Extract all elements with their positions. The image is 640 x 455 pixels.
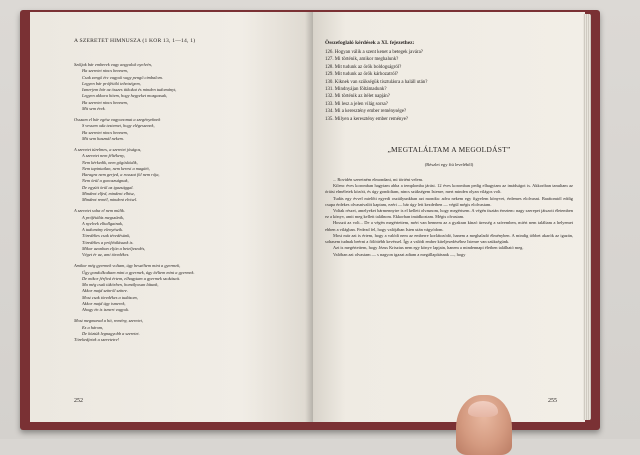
poem-line: Szóljak bár emberek vagy angyalok nyelvén,	[74, 62, 152, 67]
poem-line: Nem kérkedik, nem gőgösködik,	[82, 159, 138, 165]
poem-line: Úgy gondolkodtam mint a gyermek, úgy ítéltem mint a gyermek.	[82, 269, 195, 275]
poem-line: S vessem oda testemet, hogy elégessenek,	[82, 123, 155, 129]
story-title: „MEGTALÁLTAM A MEGOLDÁST”	[387, 145, 511, 155]
review-question: 134. Mi a keresztény ember reménysége?	[325, 109, 407, 115]
poem-line: Legyen bár prófétáló tehetségem,	[82, 80, 141, 86]
story-paragraph: Kilenc éves koromban hagytam abba a templomba járást. 12 éves koromban pedig elhagytam az imádságot is. Akkoriban tanultam az óriási elméletek között, és úgy gondoltam, nincs szükségem Istenre, mert minden olyan világos volt.	[325, 183, 573, 195]
story-paragraph: Tudás egy évvel mielőtt egyedi osztályunkban azt mondta: adva nekem egy figyelem könyvet, érdemes elolvasni. Barátomtól eddig csupa érdekes olvasnivalót kaptam, ezért — bár úgy lett kezdetben — végül mégis elolvastam.	[325, 195, 573, 207]
poem-line: Töredékes csak tévedésünk,	[82, 233, 131, 239]
story-paragraph: Hosszú az volt... De a végén megértettem, mért van bennem az a gyakran kínzó üresség a szívemben, miért nem találtam a helyemet ebben a világban. Fedezd fel, hogy valójában Isten után vágyódom.	[325, 220, 573, 232]
review-question: 131. Mindnyájan föltámadunk?	[325, 87, 387, 93]
poem-line: Véget ér az, ami töredékes.	[82, 252, 130, 257]
poem-line: Mindent elfed, mindent elhisz,	[82, 190, 135, 196]
poem-line: Nem örül a gonoszságnak,	[82, 178, 129, 184]
left-page-header: A SZERETET HIMNUSZA (1 KOR 13, 1—14, 1)	[74, 38, 196, 44]
poem-line: A szeretet nem féltékeny,	[82, 153, 125, 159]
poem-line: Mit sem használ nekem.	[82, 135, 124, 141]
review-question: 130. Kiknek van szükségük tisztulásra a haláll után?	[325, 79, 428, 85]
poem-line: Ha szeretet nincs bennem,	[82, 99, 128, 105]
story-paragraph: Azt is megértettem, hogy Jézus Krisztus nem egy könyv lapjain, hanem a mindennapi életben található meg.	[333, 245, 524, 251]
review-question: 133. Mi lesz a jelen világ sorsa?	[325, 101, 388, 107]
story-paragraph: Most már azt is értem, hogy a valódi nem az emberre korlátozódó, hanem a meghaladó élményben. A mindig többet akarók az igazán, sohasem tudnak beérni a fölöttébb kevéssel. Így a valódi ember kiteljesedéséhez Istenre van szükségünk.	[325, 232, 573, 245]
poem-line: A nyelvek elhallgatnak,	[82, 220, 124, 226]
poem-line: Legyen akkora hitem, hogy hegyeket mozgassak,	[82, 93, 168, 99]
poem-line: De együtt örül az igazsággal.	[82, 184, 134, 190]
review-question: 135. Milyen a keresztény ember reménye?	[325, 116, 409, 122]
review-question: 126. Hogyan válik a szent kenet a betegek javára?	[325, 50, 423, 55]
poem-line: A szeretet soha el nem múlik.	[74, 208, 125, 214]
poem-line: Mikor azonban eljön a beteljesedés,	[82, 245, 146, 251]
poem-line: Mit sem érek.	[82, 105, 106, 111]
poem-line: Most csak töredékes a tudásom,	[82, 294, 138, 300]
review-questions-list	[325, 49, 573, 123]
poem-line: Most megmarad a hit, remény, szeretet,	[74, 318, 143, 324]
poem-line: Töredékes a prófétálásunk is.	[82, 239, 134, 245]
review-question: 127. Mi történik, amikor meghalunk?	[325, 57, 399, 63]
left-page	[30, 12, 313, 422]
poem-line: Akkor majd úgy ismerek,	[82, 300, 126, 306]
poem-line: Ma még csak tükörben, homályosan látunk,	[82, 282, 159, 287]
story-paragraph: Valóban azt olvastam — s nagyon igazat adtam a megállapításnak —, hogy	[333, 251, 466, 257]
poem-line: A szeretet türelmes, a szeretet jóságos,	[74, 147, 142, 152]
poem-line: Törekedjetek a szeretetre!	[74, 337, 120, 342]
poem-line: Amikor még gyermek voltam, úgy beszéltem mint a gyermek,	[74, 263, 181, 269]
poem-line: De mikor férfivá értem, elhagytam a gyermek szokásait.	[82, 275, 181, 281]
thumbnail-nail	[468, 401, 498, 417]
right-page-number: 255	[548, 398, 557, 404]
poem-line: Akkor majd színről színre.	[82, 288, 128, 294]
poem-line: Nem tapintatlan, nem keresi a magáét,	[82, 165, 150, 171]
poem-line: Ismerjem bár az összes titkokat és minden tudományt,	[82, 87, 177, 92]
review-question: 128. Mit tudunk az örök boldogságról?	[325, 64, 402, 70]
poem-line: A tudomány elenyészik.	[82, 227, 124, 232]
story-paragraph: ... Rovidén szeretném elmondani, mi történt velem.	[333, 177, 424, 183]
review-question: 129. Mit tudunk az örök kárhozatról?	[325, 72, 399, 78]
page-edges	[583, 14, 591, 420]
poem-line: Ha szeretet nincs bennem,	[82, 68, 128, 74]
review-question: 132. Mi történik az ítélet napján?	[325, 94, 390, 100]
poem-line: Ahogy én is ismert vagyok.	[82, 307, 130, 312]
poem-line: A prófétálás megszűnik,	[82, 214, 124, 220]
poem-line: Ez a három,	[82, 324, 104, 330]
poem-line: De köztük legnagyobb a szeretet.	[82, 330, 140, 336]
right-page	[313, 12, 585, 422]
poem-line: Ha szeretet nincs bennem,	[82, 129, 128, 135]
poem-line: Csak zengő érc vagyok vagy pengő cimbalom.	[82, 74, 163, 80]
poem	[74, 62, 299, 343]
left-page-number: 252	[74, 398, 83, 404]
poem-line: Haragra nem gerjed, a rosszat föl nem rója,	[82, 172, 160, 177]
poem-line: Osszam el bár egész vagyonomat a szegényeknek	[74, 117, 161, 122]
story-subtitle: (Részlet egy fiú leveléből)	[424, 162, 474, 168]
story-paragraph: Voltak részei, amelyeket bármennyire is el kellett olvasnom, hogy megértsem. A végén tisztán éreztem: nagy szerepet játszott életemben ez a könyv, amit meg kellett találnom. Ekkorban imádkoztam. Mégis olvastam.	[325, 208, 573, 220]
story-body	[325, 177, 573, 258]
review-questions-title: Összefoglaló kérdések a XI. fejezethez:	[325, 40, 415, 46]
poem-line: Mindent remél, mindent elvisel.	[82, 197, 138, 202]
